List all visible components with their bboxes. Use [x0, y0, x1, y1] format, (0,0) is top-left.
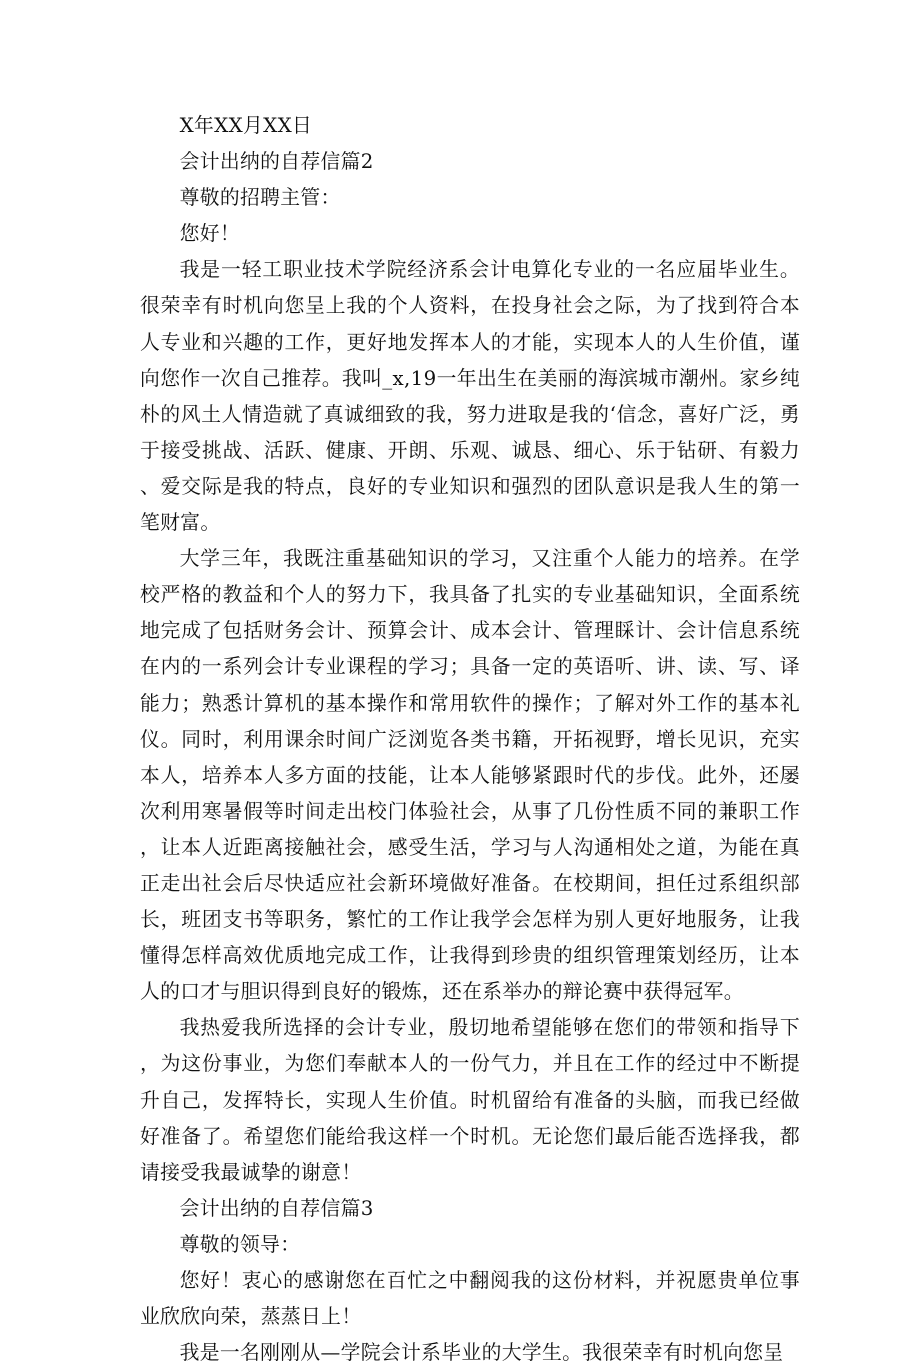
letter-3-partial-line: 我是一名刚刚从—学院会计系毕业的大学生。我很荣幸有时机向您呈: [179, 1341, 784, 1365]
letter-2-paragraph-3: 我热爱我所选择的会计专业，殷切地希望能够在您们的带领和指导下，为这份事业，为您们奉献本人的一份气力，并且在工作的经过中不断提升自己，发挥特长，实现人生价值。时机留给有准备的头脑，而我已经做好准备了。希望您们能给我这样一个时机。无论您们最后能否选择我，都请接受我最诚挚的谢意！: [140, 1016, 800, 1184]
date-line: X年XX月XX日: [179, 114, 313, 137]
letter-2-paragraph-2: 大学三年，我既注重基础知识的学习，又注重个人能力的培养。在学校严格的教益和个人的努力下，我具备了扎实的专业基础知识，全面系统地完成了包括财务会计、预算会计、成本会计、管理睬计、会计信息系统在内的一系列会计专业课程的学习；具备一定的英语听、讲、读、写、译能力；熟悉计算机的基本操作和常用软件的操作；了解对外工作的基本礼仪。同时，利用课余时间广泛浏览各类书籍，开拓视野，增长见识，充实本人，培养本人多方面的技能，让本人能够紧跟时代的步伐。此外，还屡次利用寒暑假等时间走出校门体验社会，从事了几份性质不同的兼职工作，让本人近距离接触社会，感受生活，学习与人沟通相处之道，为能在真正走出社会后尽快适应社会新环境做好准备。在校期间，担任过系组织部长，班团支书等职务，繁忙的工作让我学会怎样为别人更好地服务，让我懂得怎样高效优质地完成工作，让我得到珍贵的组织管理策划经历，让本人的口才与胆识得到良好的锻炼，还在系举办的辩论赛中获得冠军。: [140, 547, 800, 1004]
letter-3-salutation: 尊敬的领导：: [179, 1232, 301, 1256]
letter-3-heading: 会计出纳的自荐信篇3: [179, 1196, 374, 1220]
letter-2-paragraph-1: 我是一轻工职业技术学院经济系会计电算化专业的一名应届毕业生。很荣幸有时机向您呈上我的个人资料，在投身社会之际，为了找到符合本人专业和兴趣的工作，更好地发挥本人的才能，实现本人的人生价值，谨向您作一次自己推荐。我叫_x,19一年出生在美丽的海滨城市潮州。家乡纯朴的风土人情造就了真诚细致的我，努力进取是我的‘信念，喜好广泛，勇于接受挑战、活跃、健康、开朗、乐观、诚恳、细心、乐于钻研、有毅力、爱交际是我的特点，良好的专业知识和强烈的团队意识是我人生的第一笔财富。: [140, 258, 800, 535]
document-body: [140, 108, 800, 1371]
letter-3-paragraph-1: 您好！衷心的感谢您在百忙之中翻阅我的这份材料，并祝愿贵单位事业欣欣向荣，蒸蒸日上！: [140, 1269, 800, 1329]
letter-2-heading: 会计出纳的自荐信篇2: [179, 150, 374, 174]
letter-2-salutation: 尊敬的招聘主管：: [179, 186, 341, 210]
letter-2-greeting: 您好！: [179, 222, 240, 246]
